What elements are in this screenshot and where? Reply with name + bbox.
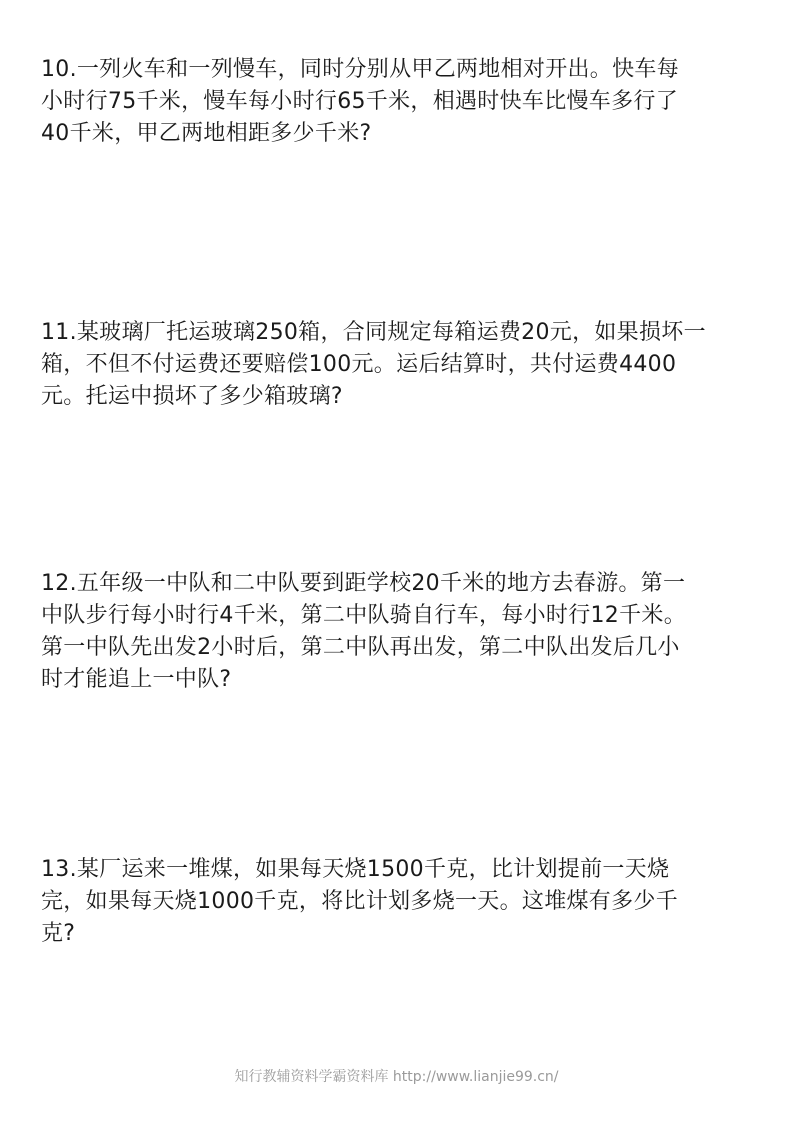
problem-text-line: 箱，不但不付运费还要赔偿100元。运后结算时，共付运费4400 xyxy=(41,352,677,377)
problem-13 xyxy=(41,854,753,950)
problem-text-line: 元。托运中损坏了多少箱玻璃? xyxy=(41,384,343,409)
problem-text-line: 完，如果每天烧1000千克，将比计划多烧一天。这堆煤有多少千 xyxy=(41,889,678,914)
problem-text-line: 克? xyxy=(41,921,76,946)
problem-text-line: 11.某玻璃厂托运玻璃250箱，合同规定每箱运费20元，如果损坏一 xyxy=(41,320,706,345)
problem-text-line: 中队步行每小时行4千米，第二中队骑自行车，每小时行12千米。 xyxy=(41,603,686,628)
problem-10 xyxy=(41,54,753,150)
problem-12 xyxy=(41,568,753,696)
problem-text-line: 10.一列火车和一列慢车，同时分别从甲乙两地相对开出。快车每 xyxy=(41,57,679,82)
problem-text-line: 13.某厂运来一堆煤，如果每天烧1500千克，比计划提前一天烧 xyxy=(41,857,670,882)
problem-text-line: 时才能追上一中队? xyxy=(41,667,232,692)
footer-watermark: 知行教辅资料学霸资料库 http://www.lianjie99.cn/ xyxy=(234,1069,559,1085)
problem-11 xyxy=(41,317,753,413)
problem-text-line: 12.五年级一中队和二中队要到距学校20千米的地方去春游。第一 xyxy=(41,571,686,596)
problem-text-line: 40千米，甲乙两地相距多少千米? xyxy=(41,121,372,146)
problem-text-line: 小时行75千米，慢车每小时行65千米，相遇时快车比慢车多行了 xyxy=(41,89,678,114)
problem-text-line: 第一中队先出发2小时后，第二中队再出发，第二中队出发后几小 xyxy=(41,635,680,660)
